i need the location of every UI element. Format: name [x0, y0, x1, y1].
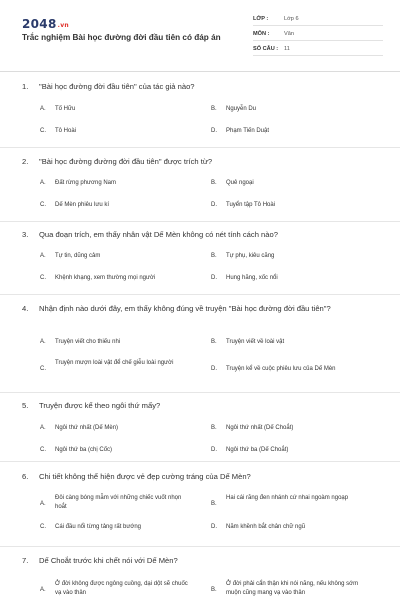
page-header — [0, 0, 400, 72]
meta-value: Văn — [284, 31, 294, 37]
answer-option[interactable]: D. Tuyển tập Tô Hoài — [211, 202, 276, 208]
answer-option[interactable]: D. Hung hăng, xốc nổi — [211, 275, 278, 281]
meta-row-grade — [253, 12, 383, 26]
question-block — [0, 148, 400, 222]
meta-row-subject — [253, 27, 383, 41]
answer-option[interactable]: A. Đất rừng phương Nam — [40, 180, 116, 186]
page-title: Trắc nghiệm Bài học đường đời đầu tiên có đáp án — [22, 33, 221, 42]
question-text: 6. Chi tiết không thể hiện được vẻ đẹp cường tráng của Dế Mèn? — [22, 472, 251, 481]
question-text: 4. Nhận định nào dưới đây, em thấy không đúng về truyện "Bài học đường đời đầu tiên"? — [22, 304, 331, 313]
answer-option[interactable]: C. Khệnh khạng, xem thường mọi người — [40, 275, 156, 281]
question-text: 1. "Bài học đường đời đầu tiên" của tác giả nào? — [22, 82, 195, 91]
question-text: 3. Qua đoạn trích, em thấy nhân vật Dế Mèn không có nét tính cách nào? — [22, 230, 278, 239]
answer-option[interactable]: B. Tự phụ, kiêu căng — [211, 253, 275, 259]
question-block — [0, 72, 400, 148]
answer-option[interactable]: A. Truyện viết cho thiếu nhi — [40, 339, 121, 345]
answer-option[interactable]: A. Tự tin, dũng cảm — [40, 253, 101, 259]
question-text: 5. Truyện được kể theo ngôi thứ mấy? — [22, 401, 161, 410]
answer-option[interactable]: A. Tố Hữu — [40, 106, 76, 112]
answer-option[interactable]: D. Năm khềnh bắt chân chữ ngũ — [211, 524, 306, 530]
answer-option[interactable]: B. Hai cái răng đen nhánh cứ nhai ngoàm ngoạp — [211, 495, 349, 507]
answer-option[interactable]: B. Ở đời phải cẩn thận khi nói năng, nếu không sớm muộn cũng mang vạ vào thân — [211, 581, 359, 596]
site-logo[interactable]: 2048.vn — [22, 17, 69, 31]
question-block — [0, 462, 400, 547]
answer-option[interactable]: C. Tô Hoài — [40, 128, 77, 134]
question-block — [0, 393, 400, 462]
meta-value: 11 — [284, 46, 290, 52]
answer-option[interactable]: B. Ngôi thứ nhất (Dế Choắt) — [211, 425, 294, 431]
question-block — [0, 222, 400, 295]
answer-option[interactable]: B. Quê ngoại — [211, 180, 254, 186]
answer-option[interactable]: A. Ngôi thứ nhất (Dế Mèn) — [40, 425, 119, 431]
answer-option[interactable]: C. Truyện mượn loài vật để chế giễu loài người — [40, 360, 174, 372]
meta-key: MÔN : — [253, 31, 270, 37]
answer-option[interactable]: A. Ở đời không được ngông cuồng, dại dột sẽ chuốc vạ vào thân — [40, 581, 188, 596]
answer-option[interactable]: C. Dế Mèn phiêu lưu kí — [40, 202, 110, 208]
answer-option[interactable]: C. Cái đầu nổi từng tảng rất bướng — [40, 524, 142, 530]
answer-option[interactable]: B. Nguyễn Du — [211, 106, 257, 112]
question-text: 7. Dế Choắt trước khi chết nói với Dế Mèn? — [22, 556, 178, 565]
answer-option[interactable]: D. Truyện kể về cuộc phiêu lưu của Dế Mèn — [211, 366, 336, 372]
logo-suffix: .vn — [57, 22, 69, 29]
question-block — [0, 547, 400, 600]
answer-option[interactable]: D. Ngôi thứ ba (Dế Choắt) — [211, 447, 289, 453]
meta-key: LỚP : — [253, 16, 269, 22]
meta-value: Lớp 6 — [284, 16, 299, 22]
question-block — [0, 295, 400, 393]
meta-key: SỐ CÂU : — [253, 46, 279, 52]
answer-option[interactable]: C. Ngôi thứ ba (chị Cốc) — [40, 447, 113, 453]
meta-row-count — [253, 42, 383, 56]
answer-option[interactable]: A. Đôi càng bóng mẫm với những chiếc vuốt nhọn hoắt — [40, 495, 182, 510]
answer-option[interactable]: D. Phạm Tiến Duật — [211, 128, 270, 134]
answer-option[interactable]: B. Truyện viết về loài vật — [211, 339, 285, 345]
question-text: 2. "Bài học đường đường đời đầu tiên" được trích từ? — [22, 157, 213, 166]
